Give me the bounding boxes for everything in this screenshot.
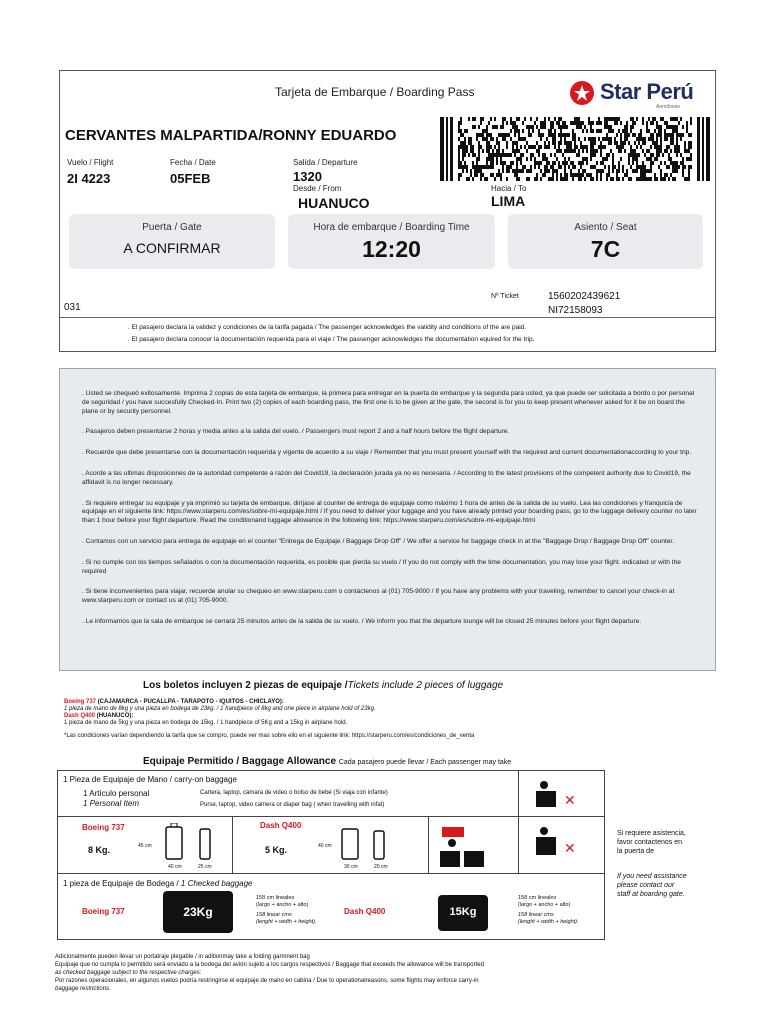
star-peru-logo	[570, 79, 700, 113]
pdf417-barcode	[440, 117, 710, 181]
carry-q400-label: Dash Q400	[260, 821, 302, 830]
carry-on-title: 1 Pieza de Equipaje de Mano / carry-on baggage	[63, 775, 237, 784]
instruction-lounge-close: . Le informamos que la sala de embarque se cerrará 25 minutos antes de la salida de su vuelo. / We inform you that the departure lounge will be closed 25 minutes before your flight departure.	[82, 617, 642, 625]
checked-23kg-suitcase-icon	[163, 891, 233, 933]
table-divider	[428, 816, 429, 873]
checked-15kg-label: 15Kg	[449, 906, 477, 918]
linear-es-formula: (largo + ancho + alto)	[256, 901, 309, 908]
personal-item-desc-es: Cartera, laptop, cámara de video o bolso de bebé (Si viaja con infante)	[200, 790, 388, 796]
linear-en: 158 linear cms	[256, 912, 292, 918]
footer-line: baggage restrictions.	[55, 986, 111, 992]
personal-item-en: 1 Personal Item	[83, 799, 140, 808]
passenger-name: CERVANTES MALPARTIDA/RONNY EDUARDO	[65, 127, 397, 144]
from-value: HUANUCO	[298, 195, 370, 211]
footer-line: Adicionalmente pueden llevar un portatraje plegable / in aditionmay take a folding garmnent bag	[55, 954, 310, 960]
linear-en: 158 linear cms	[518, 912, 554, 918]
table-divider	[58, 816, 604, 817]
svg-text:✕: ✕	[564, 840, 576, 856]
allowance-title	[143, 756, 511, 767]
date-label: Fecha / Date	[170, 158, 216, 167]
checked-b737-label: Boeing 737	[82, 907, 125, 916]
b737-allowance: 1 pieza de mano de 8kg y una pieza en bodega de 23kg. / 1 handpiece of 8kg and one piece in airplane hold of 23kg.	[64, 706, 376, 712]
departure-value: 1320	[293, 169, 322, 184]
ticket-number: 1560202439621	[548, 291, 621, 302]
seat-restriction-icon	[528, 779, 588, 813]
seat-label: Asiento / Seat	[574, 222, 637, 233]
boarding-time-value: 12:20	[362, 236, 421, 262]
seat-restriction-icon	[528, 823, 588, 863]
luggage-title-es: Los boletos incluyen 2 piezas de equipaje /	[143, 680, 348, 691]
linear-es: 158 cm lineales	[256, 895, 295, 901]
q400-routes: (HUANUCO):	[96, 713, 134, 719]
star-logo-icon	[570, 81, 594, 105]
table-divider	[518, 771, 519, 873]
gate-label: Puerta / Gate	[142, 222, 202, 233]
personal-item-desc-en: Purse, laptop, video camera or diaper bag ( when travelling with infat)	[200, 802, 385, 808]
linear-en-formula: (lenght + width + height).	[518, 918, 579, 925]
carry-q400-width: 30 cm	[344, 864, 358, 870]
checked-title-es: 1 pieza de Equipaje de Bodega /	[63, 879, 179, 888]
sequence-number: 031	[64, 302, 81, 313]
carry-on-suitcase-icon	[334, 823, 404, 865]
assist-es-line: favor contactenos en	[617, 839, 682, 846]
boarding-time-label: Hora de embarque / Boarding Time	[313, 222, 470, 233]
instruction-documents: . Recuerde que debe presentarse con la documentación requerida y vigente de acuerdo a su viaje / Remember that you must present yourself with the required and current documentationaccording to your trip.	[82, 449, 692, 457]
instruction-cancel: . Si tiene inconvenientes para viajar, recuerde anular su chequeo en www.starperu.com o contáctenos al (01) 705-9000 / If you have any problems with your traveling, remember to cancel your check-in at www.starperu.com or contact us at (01) 705-9000.	[82, 588, 675, 605]
checked-23kg-label: 23Kg	[183, 905, 213, 919]
carry-q400-weight: 5 Kg.	[265, 845, 288, 855]
checked-q400-label: Dash Q400	[344, 907, 386, 916]
instruction-baggage-drop: . Contamos con un servicio para entrega de equipaje en el counter "Entrega de Equipaje / Baggage Drop Off" / We offer a service for baggage check in at the "Baggage Drop / Baggage Drop Off" counter.	[82, 537, 675, 545]
carry-b737-height: 45 cm	[138, 843, 152, 849]
to-label: Hacia / To	[491, 184, 527, 193]
carry-b737-depth: 25 cm	[198, 864, 212, 870]
instruction-timing: . Si no cumple con los tiempos señalados o con la documentación requerida, es posible que pierda su vuelo / If you do not comply with the time documentation, you may lose your flight. indicated or with the required	[82, 558, 681, 575]
q400-allowance: 1 pieza de mano de 5kg y una pieza en bodega de 15kg. / 1 handpiece of 5Kg and a 15kg in airplane hold.	[64, 720, 348, 726]
passenger-declarations	[60, 317, 715, 352]
carry-q400-depth: 20 cm	[374, 864, 388, 870]
table-divider	[232, 816, 233, 873]
footer-line: Equipaje que no cumpla lo permitido será enviado a la bodega del avión sujeto a los cargos respectivos / Baggage that exceeds the allowance will be transported	[55, 962, 484, 968]
carry-on-suitcase-icon	[158, 823, 228, 865]
pass-title: Tarjeta de Embarque / Boarding Pass	[275, 85, 475, 99]
instruction-baggage-delivery: . Si requiere entregar su equipaje y ya imprimió su tarjeta de embarque, diríjase al counter de entrega de equipaje como máximo 1 hora de antes de la salida de su vuelo. Lea las condiciones y franquicia de equipaje en el siguiente link: https://www.starperu.com/es/sobre-mi-equipaje.html / If you need to deliver your luggage and you have already printed your boarding pass, go to the luggage delivery counter no later than 1 hour before your flight departure. Read the conditionand luggage allowance in the following link: https://www.starperu.com/es/sobre-mi-equipaje.html	[82, 499, 697, 525]
luggage-details	[64, 699, 624, 740]
b737-routes: (CAJAMARCA - PUCALLPA - TARAPOTO - IQUITOS - CHICLAYO):	[97, 699, 284, 705]
boarding-time-box	[288, 214, 495, 269]
overhead-bin-icon	[436, 823, 508, 869]
boarding-pass-card	[59, 70, 716, 352]
checked-q400-dims	[518, 895, 579, 925]
from-label: Desde / From	[293, 184, 342, 193]
checked-title-en: 1 Checked baggage	[180, 879, 253, 888]
q400-label: Dash Q400	[64, 713, 96, 719]
carry-b737-label: Boeing 737	[82, 823, 125, 832]
linear-es-formula: (largo + ancho + alto)	[518, 901, 571, 908]
flight-value: 2I 4223	[67, 171, 111, 186]
linear-en-formula: (lenght + width + height).	[256, 918, 317, 925]
instruction-checked-in: . Usted se chequeó exitosamente. Imprima 2 copias de esta tarjeta de embarque, la primera para entregar en la puerta de embarque y la segunda para usted, ya que puede ser solicitada a bordo o por personal de seguridad / you have succesfully Checked-In. Print two (2) copies of each boarding pass, the first one is to be given at the gate, the second is for you to keep present whenever asked for it be on board the plane or by security personnel.	[82, 390, 695, 415]
assist-en-line: If you need assistance	[617, 873, 687, 880]
checked-15kg-suitcase-icon	[438, 895, 488, 931]
declaration-documents: . El pasajero declara conocer la documentación requerida para el viaje / The passenger acknowledges the documentation equired for the trip.	[128, 336, 535, 343]
flight-label: Vuelo / Flight	[67, 158, 114, 167]
table-divider	[58, 873, 604, 874]
assist-es-line: la puerta de	[617, 848, 654, 855]
assist-en-line: please contact our	[617, 882, 675, 889]
allowance-subtitle: Cada pasajero puede llevar / Each passenger may take	[338, 759, 512, 766]
seat-value: 7C	[590, 236, 621, 262]
assist-es-line: Si requiere asistencia,	[617, 830, 686, 837]
instruction-covid: . Acorde a las ultimas disposiciones de la autoridad competente a razón del Covid19, la declaración jurada ya no es necesaria. / According to the latest provisions of the competent authority due to Covid19, the affidavit is no longer necessary.	[82, 469, 691, 486]
footer-line: as checked baggage subject to the respective charges:	[55, 970, 202, 976]
luggage-title	[143, 680, 503, 691]
date-value: 05FEB	[170, 171, 211, 186]
allowance-title-text: Equipaje Permitido / Baggage Allowance	[143, 756, 337, 767]
departure-label: Salida / Departure	[293, 158, 358, 167]
logo-subtext: Aerolíneas	[656, 104, 680, 110]
assistance-note-es	[617, 829, 686, 856]
seat-box	[508, 214, 703, 269]
assistance-note-en	[617, 872, 687, 899]
carry-q400-height: 40 cm	[318, 843, 332, 849]
instructions-box	[59, 368, 716, 671]
gate-value: A CONFIRMAR	[123, 240, 221, 256]
checked-title	[63, 879, 253, 888]
luggage-title-en: Tickets include 2 pieces of luggage	[347, 680, 504, 691]
personal-item-es: 1 Artículo personal	[83, 789, 150, 798]
logo-text: Star Perú	[600, 79, 694, 104]
ticket-reference: NI72158093	[548, 305, 603, 316]
to-value: LIMA	[491, 193, 526, 209]
instruction-arrival-time: . Pasajeros deben presentarse 2 horas y media antes a la salida del vuelo. / Passengers must report 2 and a half hours before the flight departure.	[82, 428, 510, 436]
footer-notes	[55, 953, 615, 993]
allowance-table	[57, 770, 605, 940]
footer-line: Por razones operacionales, en algunos vuelos podría restringirse el equipaje de mano en cabina / Due to operationalreasons, some flights may enforce carry-in	[55, 978, 479, 984]
carry-b737-weight: 8 Kg.	[88, 845, 111, 855]
b737-label: Boeing 737	[64, 699, 97, 705]
linear-es: 158 cm lineales	[518, 895, 557, 901]
gate-box	[69, 214, 275, 269]
checked-b737-dims	[256, 895, 317, 925]
svg-text:✕: ✕	[564, 792, 576, 808]
carry-b737-width: 40 cm	[168, 864, 182, 870]
declaration-fare: . El pasajero declara la validez y condiciones de la tarifa pagada / The passenger acknowledges the validity and conditions of the are paid.	[128, 324, 527, 331]
assist-en-line: staff at boarding gate.	[617, 891, 685, 898]
conditions-link-text: *Las condiciones varían dependiendo la tarifa que se compro, puede ver mas sobre ello en el siguiente link: https://starperu.com/es/condiciones_de_venta	[64, 733, 475, 739]
ticket-label: Nº Ticket	[491, 293, 519, 300]
